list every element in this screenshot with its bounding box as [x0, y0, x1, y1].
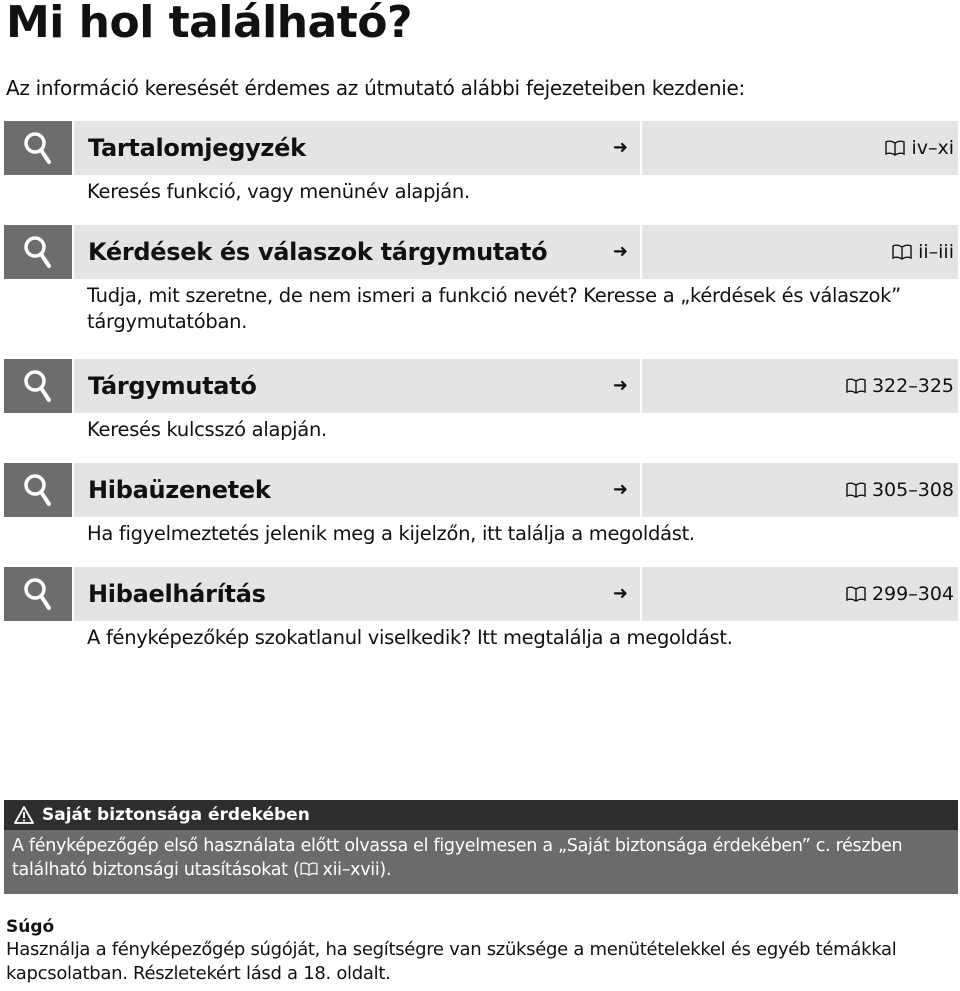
entry-title: Hibaüzenetek	[88, 476, 271, 504]
entry-troubleshooting[interactable]	[4, 567, 958, 651]
safety-title: Saját biztonsága érdekében	[42, 805, 310, 825]
book-icon	[885, 140, 905, 156]
page-reference[interactable]: iv–xi	[911, 137, 954, 159]
magnifier-icon	[4, 567, 72, 621]
intro-text: Az információ keresését érdemes az útmutató alábbi fejezeteiben kezdenie:	[6, 76, 745, 100]
magnifier-icon	[4, 463, 72, 517]
entry-description: Keresés kulcsszó alapján.	[87, 418, 327, 441]
help-text: Használja a fényképezőgép súgóját, ha segítségre van szüksége a menütételekkel és egyéb témákkal kapcsolatban. Részletekért lásd a 18. oldalt.	[6, 939, 897, 984]
page-reference[interactable]: 322–325	[871, 375, 954, 397]
magnifier-icon	[4, 225, 72, 279]
page-reference[interactable]: 305–308	[871, 479, 954, 501]
magnifier-icon	[4, 121, 72, 175]
entry-error-messages[interactable]	[4, 463, 958, 547]
page-title: Mi hol található?	[6, 0, 413, 48]
arrow-icon: ➜	[612, 479, 628, 500]
entry-index[interactable]	[4, 359, 958, 443]
book-icon	[892, 244, 912, 260]
entry-description: Tudja, mit szeretne, de nem ismeri a funkció nevét? Keresse a „kérdések és válaszok” tárgymutatóban.	[87, 284, 901, 333]
book-icon	[846, 482, 866, 498]
entry-qa-index[interactable]	[4, 225, 958, 335]
arrow-icon: ➜	[612, 241, 628, 262]
page-reference[interactable]: ii–iii	[918, 241, 954, 263]
entry-description: Ha figyelmeztetés jelenik meg a kijelzőn, itt találja a megoldást.	[87, 522, 695, 545]
entry-title: Tartalomjegyzék	[88, 134, 306, 162]
book-icon	[846, 586, 866, 602]
entry-title: Kérdések és válaszok tárgymutató	[88, 238, 548, 266]
page-reference[interactable]: 299–304	[871, 583, 954, 605]
entry-title: Hibaelhárítás	[88, 580, 266, 608]
arrow-icon: ➜	[612, 583, 628, 604]
book-icon	[300, 862, 318, 876]
safety-text: A fényképezőgép első használata előtt olvassa el figyelmesen a „Saját biztonsága érdekében” c. részben található biztonsági utasításokat ( xii–xvii).	[4, 830, 958, 894]
entry-description: A fényképezőkép szokatlanul viselkedik? Itt megtalálja a megoldást.	[87, 626, 733, 649]
magnifier-icon	[4, 359, 72, 413]
help-title: Súgó	[6, 917, 55, 937]
entry-description: Keresés funkció, vagy menünév alapján.	[87, 180, 470, 203]
warning-icon	[14, 806, 34, 824]
safety-notice	[4, 800, 958, 894]
arrow-icon: ➜	[612, 375, 628, 396]
book-icon	[846, 378, 866, 394]
safety-page-reference[interactable]: xii–xvii	[322, 860, 380, 880]
entry-table-of-contents[interactable]	[4, 121, 958, 205]
entry-title: Tárgymutató	[88, 372, 257, 400]
arrow-icon: ➜	[612, 137, 628, 158]
